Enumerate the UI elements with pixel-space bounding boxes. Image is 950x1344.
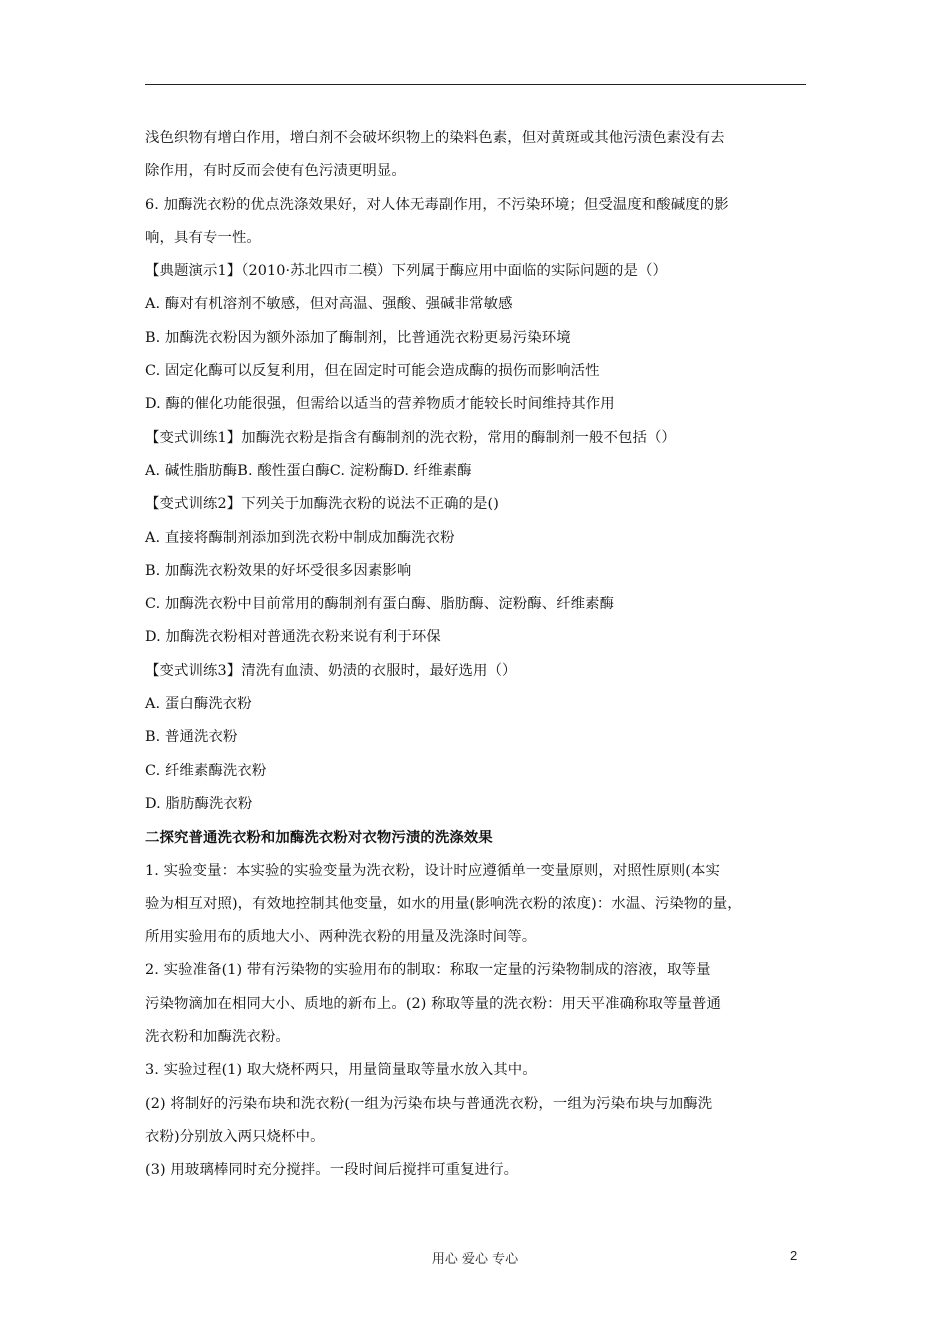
footer-slogan: 用心 爱心 专心 xyxy=(431,1252,519,1267)
text-line: 所用实验用布的质地大小、两种洗衣粉的用量及洗涤时间等。 xyxy=(145,929,537,946)
text-line: B. 普通洗衣粉 xyxy=(145,729,238,746)
text-line: D. 脂肪酶洗衣粉 xyxy=(145,795,253,812)
text-line: A. 碱性脂肪酶B. 酸性蛋白酶C. 淀粉酶D. 纤维素酶 xyxy=(145,462,472,479)
section-heading: 二探究普通洗衣粉和加酶洗衣粉对衣物污渍的洗涤效果 xyxy=(145,829,493,847)
text-line: 6. 加酶洗衣粉的优点洗涤效果好，对人体无毒副作用，不污染环境；但受温度和酸碱度的影 xyxy=(145,196,729,213)
text-line: B. 加酶洗衣粉因为额外添加了酶制剂，比普通洗衣粉更易污染环境 xyxy=(145,329,571,346)
text-line: 【变式训练3】清洗有血渍、奶渍的衣服时，最好选用（） xyxy=(145,662,517,679)
text-line: A. 蛋白酶洗衣粉 xyxy=(145,696,252,713)
header-rule xyxy=(145,84,806,85)
text-line: (3) 用玻璃棒同时充分搅拌。一段时间后搅拌可重复进行。 xyxy=(145,1162,519,1179)
text-line: 验为相互对照)，有效地控制其他变量，如水的用量(影响洗衣粉的浓度)：水温、污染物的量， xyxy=(145,895,742,912)
text-line: D. 加酶洗衣粉相对普通洗衣粉来说有利于环保 xyxy=(145,629,441,646)
text-line: 1. 实验变量：本实验的实验变量为洗衣粉，设计时应遵循单一变量原则，对照性原则(本实 xyxy=(145,862,720,879)
text-line: 衣粉)分别放入两只烧杯中。 xyxy=(145,1128,325,1145)
text-line: C. 纤维素酶洗衣粉 xyxy=(145,762,267,779)
text-line: A. 酶对有机溶剂不敏感，但对高温、强酸、强碱非常敏感 xyxy=(145,296,513,313)
text-line: 3. 实验过程(1) 取大烧杯两只，用量筒量取等量水放入其中。 xyxy=(145,1062,537,1079)
document-body xyxy=(145,122,809,1188)
text-line: 【变式训练2】下列关于加酶洗衣粉的说法不正确的是() xyxy=(145,496,499,513)
text-line: 污染物滴加在相同大小、质地的新布上。(2) 称取等量的洗衣粉：用天平准确称取等量普通 xyxy=(145,995,722,1012)
text-line: 2. 实验准备(1) 带有污染物的实验用布的制取：称取一定量的污染物制成的溶液，取等量 xyxy=(145,962,711,979)
text-line: (2) 将制好的污染布块和洗衣粉(一组为污染布块与普通洗衣粉，一组为污染布块与加酶洗 xyxy=(145,1095,713,1112)
text-line: 浅色织物有增白作用，增白剂不会破坏织物上的染料色素，但对黄斑或其他污渍色素没有去 xyxy=(145,130,725,146)
text-line: 洗衣粉和加酶洗衣粉。 xyxy=(145,1029,290,1046)
text-line: B. 加酶洗衣粉效果的好坏受很多因素影响 xyxy=(145,562,412,579)
text-line: C. 固定化酶可以反复利用，但在固定时可能会造成酶的损伤而影响活性 xyxy=(145,363,600,380)
text-line: 除作用，有时反而会使有色污渍更明显。 xyxy=(145,163,406,180)
text-line: 【变式训练1】加酶洗衣粉是指含有酶制剂的洗衣粉，常用的酶制剂一般不包括（） xyxy=(145,429,676,446)
text-line: 【典题演示1】（2010·苏北四市二模）下列属于酶应用中面临的实际问题的是（） xyxy=(145,263,667,280)
text-line: D. 酶的催化功能很强，但需给以适当的营养物质才能较长时间维持其作用 xyxy=(145,396,615,413)
text-line: 响，具有专一性。 xyxy=(145,229,261,246)
text-line: A. 直接将酶制剂添加到洗衣粉中制成加酶洗衣粉 xyxy=(145,529,455,546)
text-line: C. 加酶洗衣粉中目前常用的酶制剂有蛋白酶、脂肪酶、淀粉酶、纤维素酶 xyxy=(145,596,615,613)
page-number: 2 xyxy=(790,1248,798,1263)
